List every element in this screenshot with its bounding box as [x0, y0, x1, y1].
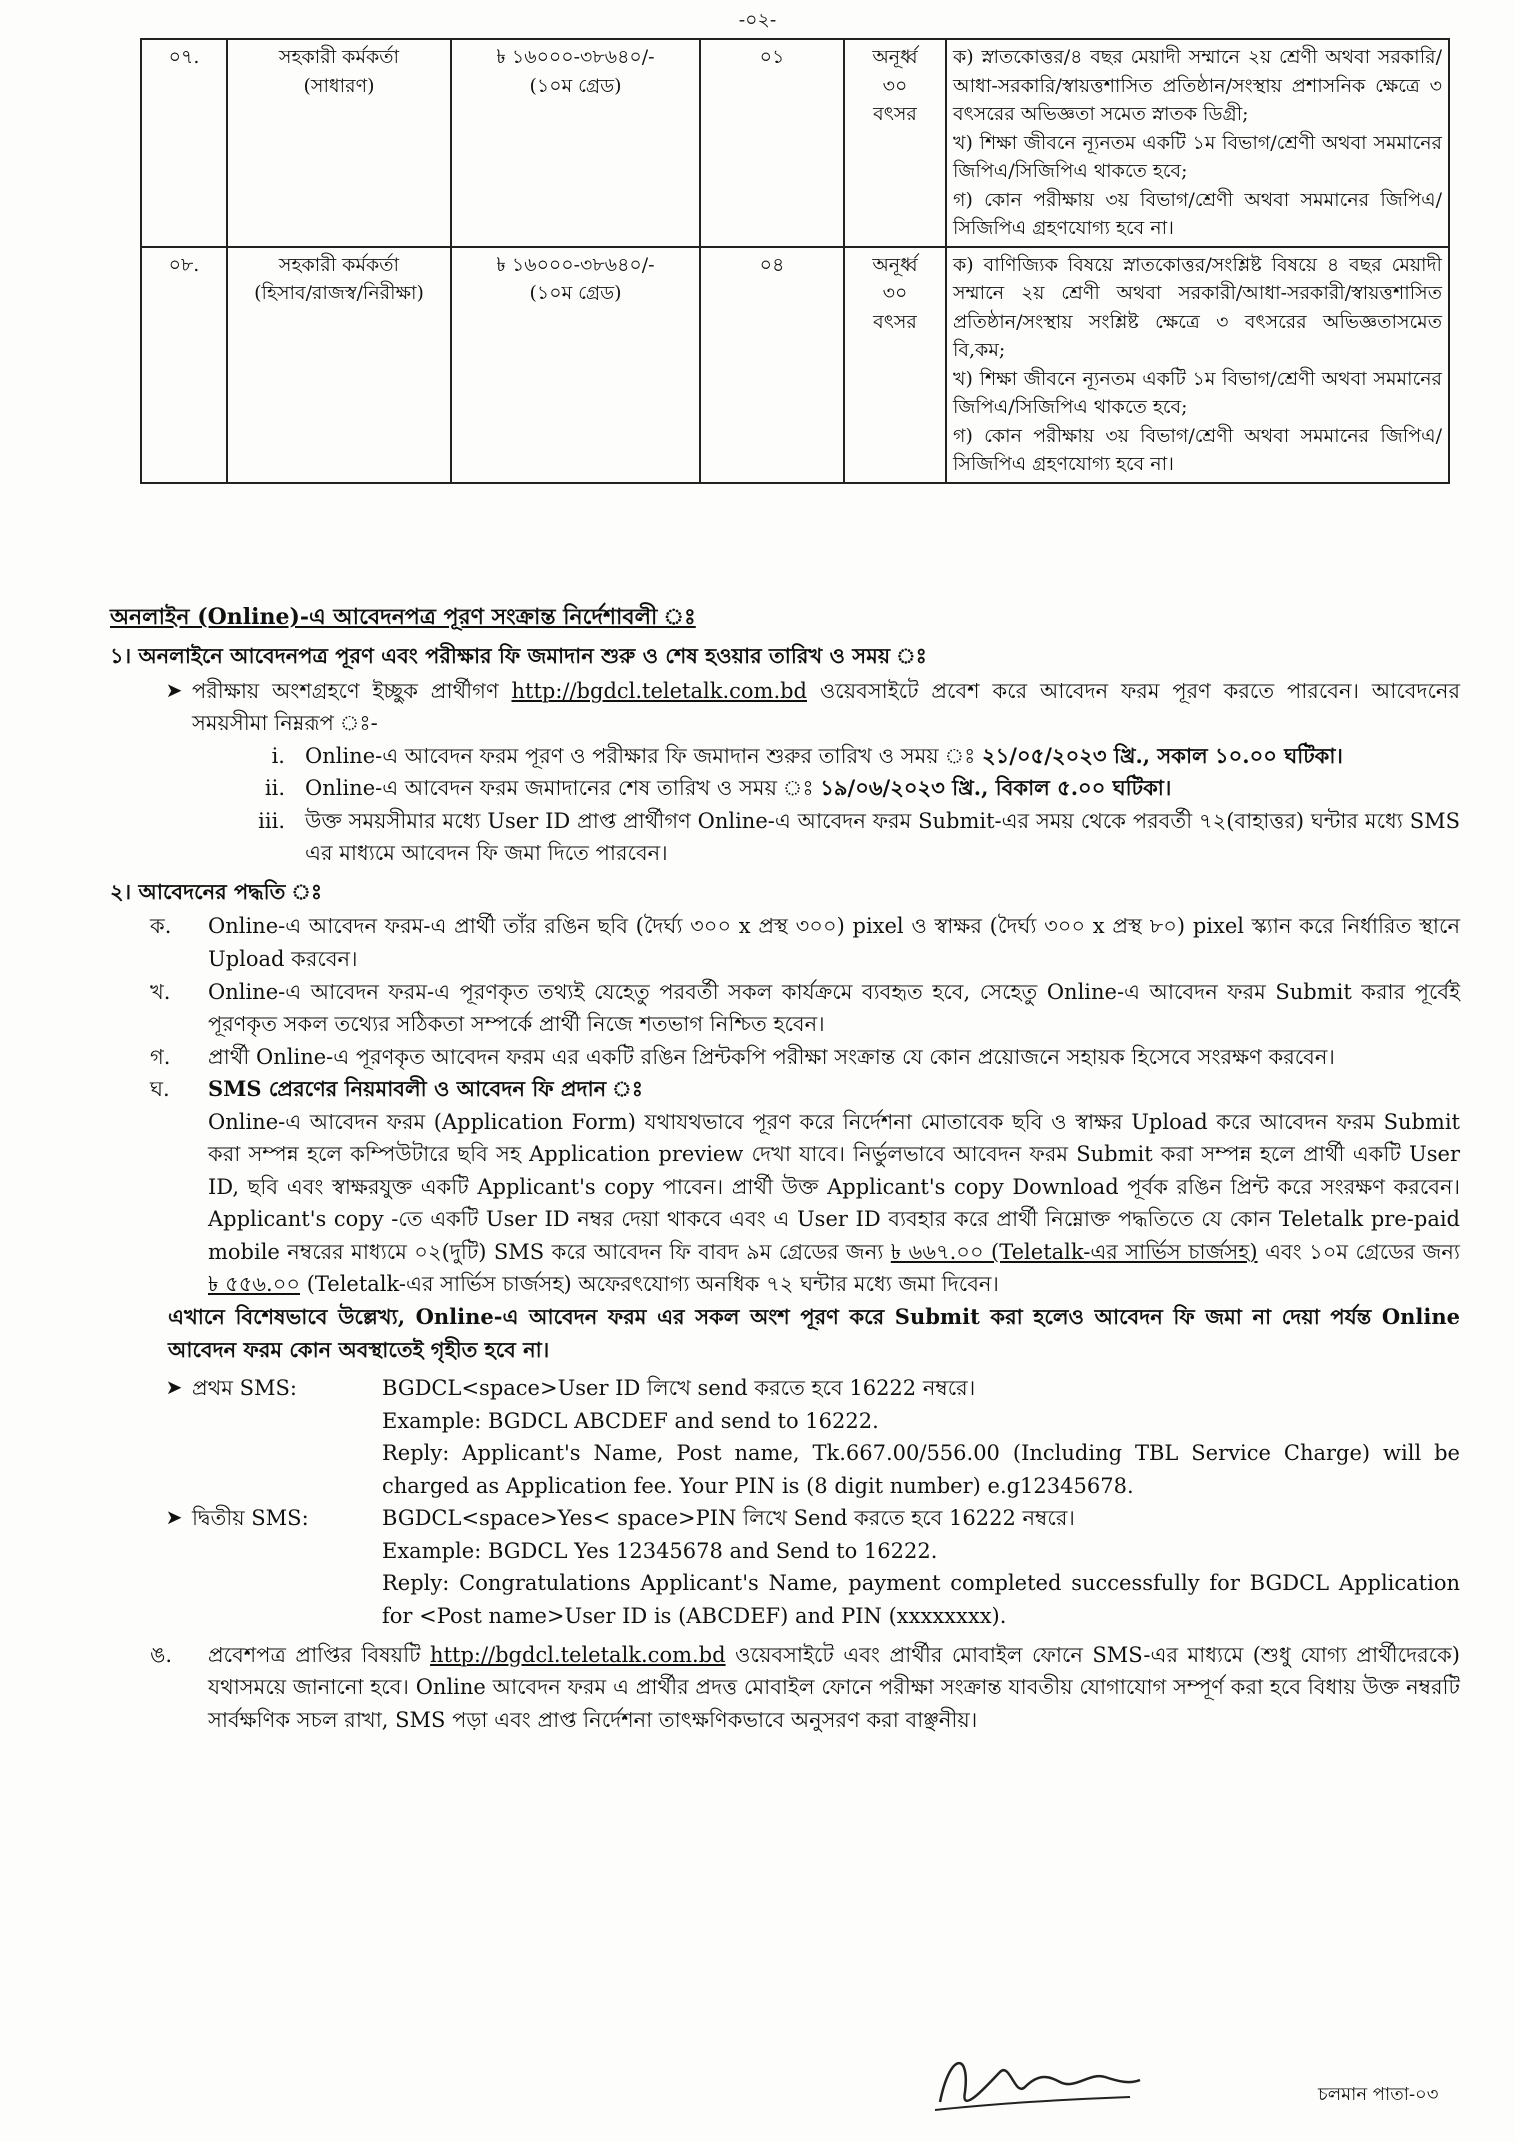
special-note: এখানে বিশেষভাবে উল্লেখ্য, Online-এ আবেদন ফরম এর সকল অংশ পূরণ করে Submit করা হলেও আবেদন ফি জমা না দেয়া পর্যন্ত Online আবেদন ফরম কোন অবস্থাতেই গৃহীত হবে না।: [168, 1304, 1460, 1362]
fee-grade-10: ৳ ৫৫৬.০০: [208, 1272, 301, 1297]
sms-instruction: BGDCL<space>User ID লিখে send করতে হবে 16222 নম্বরে।: [382, 1376, 976, 1401]
signature-icon: [930, 2042, 1150, 2122]
pay-scale: ৳ ১৬০০০-৩৮৬৪০/-: [496, 46, 655, 68]
qualification-item: খ) শিক্ষা জীবনে ন্যূনতম একটি ১ম বিভাগ/শ্রেণী অথবা সমমানের জিপিএ/সিজিপিএ থাকতে হবে;: [953, 367, 1442, 418]
sms-reply: Reply: Applicant's Name, Post name, Tk.667.00/556.00 (Including TBL Service Charge) will be charged as Application fee. Your PIN is (8 digit number) e.g12345678.: [382, 1441, 1460, 1498]
list-number: i.: [271, 743, 285, 768]
serial-cell: ০৭.: [141, 39, 227, 247]
post-cell: [227, 39, 451, 247]
section-1-title: ১। অনলাইনে আবেদনপত্র পূরণ এবং পরীক্ষার ফি জমাদান শুরু ও শেষ হওয়ার তারিখ ও সময় ঃ: [110, 643, 927, 669]
age-line: বৎসর: [873, 103, 917, 125]
sms-rules-body: Online-এ আবেদন ফরম (Application Form) যথাযথভাবে পূরণ করে নির্দেশনা মোতাবেক ছবি ও স্বাক্ষর Upload করে আবেদন ফরম Submit করা সম্পন্ন হলে কম্পিউটারে ছবি সহ Application preview দেখা যাবে। নির্ভুলভাবে আবেদন ফরম Submit করা সম্পন্ন হলে প্রার্থী একটি User ID, ছবি এবং স্বাক্ষরযুক্ত একটি Applicant's copy পাবেন। প্রার্থী উক্ত Applicant's copy Download পূর্বক রঙিন প্রিন্ট করে সংরক্ষণ করবেন। Applicant's copy -তে একটি User ID নম্বর দেয়া থাকবে এবং এ User ID ব্যবহার করে প্রার্থী নিম্নোক্ত পদ্ধতিতে যে কোন Teletalk pre-paid mobile নম্বরের মাধ্যমে ০২(দুটি) SMS করে আবেদন ফি বাবদ ৯ম গ্রেডের জন্য: [208, 1109, 1460, 1264]
sms-label: দ্বিতীয় SMS:: [192, 1506, 309, 1531]
pay-grade: (১০ম গ্রেড): [529, 282, 622, 304]
arrow-bullet-icon: ➤: [165, 677, 183, 702]
sms-instruction: BGDCL<space>Yes< space>PIN লিখে Send করতে হবে 16222 নম্বরে।: [382, 1506, 1075, 1531]
item-text: ওয়েবসাইটে এবং প্রার্থীর মোবাইল ফোনে SMS-এর মাধ্যমে (শুধু যোগ্য প্রার্থীদেরকে) যথাসময়ে জানানো হবে। Online আবেদন ফরম এ প্রার্থীর প্রদত্ত মোবাইল ফোনে পরীক্ষা সংক্রান্ত যাবতীয় যোগাযোগ সম্পূর্ণ করা হবে বিধায় উক্ত নম্বরটি সার্বক্ষণিক সচল রাখা, SMS পড়া এবং প্রাপ্ত নির্দেশনা তাৎক্ষণিকভাবে অনুসরণ করা বাঞ্ছনীয়।: [208, 1642, 1460, 1732]
list-item: [110, 740, 1460, 773]
website-link[interactable]: http://bgdcl.teletalk.com.bd: [430, 1642, 726, 1667]
post-count-cell: ০৪: [700, 247, 844, 483]
list-text: Online-এ আবেদন ফরম জমাদানের শেষ তারিখ ও সময় ঃ: [305, 776, 821, 801]
post-type: (হিসাব/রাজস্ব/নিরীক্ষা): [254, 282, 424, 304]
age-line: অনূর্ধ্ব: [872, 46, 918, 68]
item-label: খ.: [150, 979, 171, 1004]
website-link[interactable]: http://bgdcl.teletalk.com.bd: [511, 678, 808, 703]
post-cell: [227, 247, 451, 483]
qualification-item: গ) কোন পরীক্ষায় ৩য় বিভাগ/শ্রেণী অথবা সমমানের জিপিএ/সিজিপিএ গ্রহণযোগ্য হবে না।: [953, 424, 1442, 475]
instructions-section: [110, 600, 1460, 1736]
sms-rules-body: এবং ১০ম গ্রেডের জন্য: [1257, 1239, 1460, 1264]
sms-1-block: [110, 1372, 1460, 1502]
start-date: ২১/০৫/২০২৩ খ্রি., সকাল ১০.০০ ঘটিকা।: [982, 742, 1343, 768]
sms-example: Example: BGDCL Yes 12345678 and Send to 16222.: [382, 1538, 938, 1563]
arrow-bullet-icon: ➤: [165, 1375, 183, 1400]
age-cell: [844, 39, 946, 247]
list-item: [110, 772, 1460, 805]
list-number: iii.: [258, 808, 285, 833]
pay-grade: (১০ম গ্রেড): [529, 74, 622, 97]
age-line: ৩০: [882, 74, 908, 97]
item-label: ঘ.: [150, 1077, 170, 1102]
age-line: অনূর্ধ্ব: [872, 253, 918, 276]
table-row: [141, 39, 1449, 247]
item-text: Online-এ আবেদন ফরম-এ প্রার্থী তাঁর রঙিন ছবি (দৈর্ঘ্য ৩০০ x প্রস্থ ৩০০) pixel ও স্বাক্ষর (দৈর্ঘ্য ৩০০ x প্রস্থ ৮০) pixel স্ক্যান করে নির্ধারিত স্থানে Upload করবেন।: [208, 914, 1460, 972]
qualification-cell: [946, 39, 1449, 247]
serial-cell: ০৮.: [141, 247, 227, 483]
age-line: ৩০: [882, 282, 908, 304]
list-number: ii.: [264, 776, 285, 801]
list-text: Online-এ আবেদন ফরম পূরণ ও পরীক্ষার ফি জমাদান শুরুর তারিখ ও সময় ঃ: [305, 743, 983, 768]
list-item: [110, 1041, 1460, 1074]
page-number: -০২-: [738, 9, 777, 31]
sms-reply: Reply: Congratulations Applicant's Name, payment completed successfully for BGDCL Application for <Post name>User ID is (ABCDEF) and PIN (xxxxxxxx).: [382, 1571, 1460, 1628]
sms-2-block: [110, 1502, 1460, 1632]
pay-scale: ৳ ১৬০০০-৩৮৬৪০/-: [496, 253, 655, 276]
section-2-title: ২। আবেদনের পদ্ধতি ঃ: [110, 878, 323, 904]
age-cell: [844, 247, 946, 483]
sms-rules-title: SMS প্রেরণের নিয়মাবলী ও আবেদন ফি প্রদান ঃ: [208, 1076, 643, 1102]
qualification-item: ক) বাণিজ্যিক বিষয়ে স্নাতকোত্তর/সংশ্লিষ্ট বিষয়ে ৪ বছর মেয়াদী সম্মানে ২য় শ্রেণী অথবা সরকারী/আধা-সরকারী/স্বায়ত্তশাসিত প্রতিষ্ঠান/সংস্থায় সংশ্লিষ্ট ক্ষেত্রে ৩ বৎসরের অভিজ্ঞতাসমেত বি,কম;: [953, 253, 1442, 361]
sms-label: প্রথম SMS:: [192, 1376, 297, 1401]
list-item: [110, 976, 1460, 1041]
continued-page: চলমান পাতা-০৩: [1318, 2084, 1439, 2105]
qualification-cell: [946, 247, 1449, 483]
table-row: [141, 247, 1449, 483]
age-line: বৎসর: [873, 310, 917, 333]
pay-cell: [451, 247, 700, 483]
arrow-bullet-icon: ➤: [165, 1505, 183, 1530]
list-item: [110, 1073, 1460, 1301]
qualification-item: খ) শিক্ষা জীবনে ন্যূনতম একটি ১ম বিভাগ/শ্রেণী অথবা সমমানের জিপিএ/সিজিপিএ থাকতে হবে;: [953, 131, 1442, 182]
item-text: প্রার্থী Online-এ পূরণকৃত আবেদন ফরম এর একটি রঙিন প্রিন্টকপি পরীক্ষা সংক্রান্ত যে কোন প্রয়োজনে সহায়ক হিসেবে সংরক্ষণ করবেন।: [208, 1044, 1335, 1069]
pay-cell: [451, 39, 700, 247]
post-type: (সাধারণ): [303, 74, 375, 97]
intro-text: পরীক্ষায় অংশগ্রহণে ইচ্ছুক প্রার্থীগণ: [192, 678, 512, 703]
list-item: [110, 910, 1460, 975]
section-1-intro: [110, 675, 1460, 740]
item-label: ক.: [150, 914, 172, 939]
list-item: [110, 805, 1460, 870]
item-label: ঙ.: [150, 1642, 173, 1667]
intro-text: ওয়েবসাইটে প্রবেশ করে আবেদন ফরম পূরণ করতে পারবেন। আবেদনের সময়সীমা নিম্নরূপ ঃ-: [192, 678, 1461, 736]
end-date: ১৯/০৬/২০২৩ খ্রি., বিকাল ৫.০০ ঘটিকা।: [820, 775, 1172, 801]
post-name: সহকারী কর্মকর্তা: [278, 253, 400, 276]
post-count-cell: ০১: [700, 39, 844, 247]
fee-grade-9: ৳ ৬৬৭.০০ (Teletalk-এর সার্ভিস চার্জসহ): [890, 1239, 1258, 1264]
sms-example: Example: BGDCL ABCDEF and send to 16222.: [382, 1408, 879, 1433]
qualification-item: গ) কোন পরীক্ষায় ৩য় বিভাগ/শ্রেণী অথবা সমমানের জিপিএ/সিজিপিএ গ্রহণযোগ্য হবে না।: [953, 188, 1442, 239]
qualification-item: ক) স্নাতকোত্তর/৪ বছর মেয়াদী সম্মানে ২য় শ্রেণী অথবা সরকারি/আধা-সরকারি/স্বায়ত্তশাসিত প্রতিষ্ঠান/সংস্থায় প্রশাসনিক ক্ষেত্রে ৩ বৎসরের অভিজ্ঞতা সমেত স্নাতক ডিগ্রী;: [953, 46, 1442, 125]
job-table: [140, 38, 1450, 484]
item-label: গ.: [150, 1044, 171, 1069]
post-name: সহকারী কর্মকর্তা: [278, 46, 400, 68]
item-text: প্রবেশপত্র প্রাপ্তির বিষয়টি: [208, 1642, 431, 1667]
list-item: [110, 1639, 1460, 1737]
instructions-heading: অনলাইন (Online)-এ আবেদনপত্র পূরণ সংক্রান্ত নির্দেশাবলী ঃ: [110, 604, 696, 630]
item-text: Online-এ আবেদন ফরম-এ পূরণকৃত তথ্যই যেহেতু পরবর্তী সকল কার্যক্রমে ব্যবহৃত হবে, সেহেতু Online-এ আবেদন ফরম Submit করার পূর্বেই পূরণকৃত সকল তথ্যের সঠিকতা সম্পর্কে প্রার্থী নিজে শতভাগ নিশ্চিত হবেন।: [208, 979, 1460, 1037]
sms-rules-body: (Teletalk-এর সার্ভিস চার্জসহ) অফেরৎযোগ্য অনধিক ৭২ ঘন্টার মধ্যে জমা দিবেন।: [300, 1272, 999, 1297]
list-text: উক্ত সময়সীমার মধ্যে User ID প্রাপ্ত প্রার্থীগণ Online-এ আবেদন ফরম Submit-এর সময় থেকে পরবর্তী ৭২(বাহাত্তর) ঘন্টার মধ্যে SMS এর মাধ্যমে আবেদন ফি জমা দিতে পারবেন।: [305, 808, 1460, 866]
